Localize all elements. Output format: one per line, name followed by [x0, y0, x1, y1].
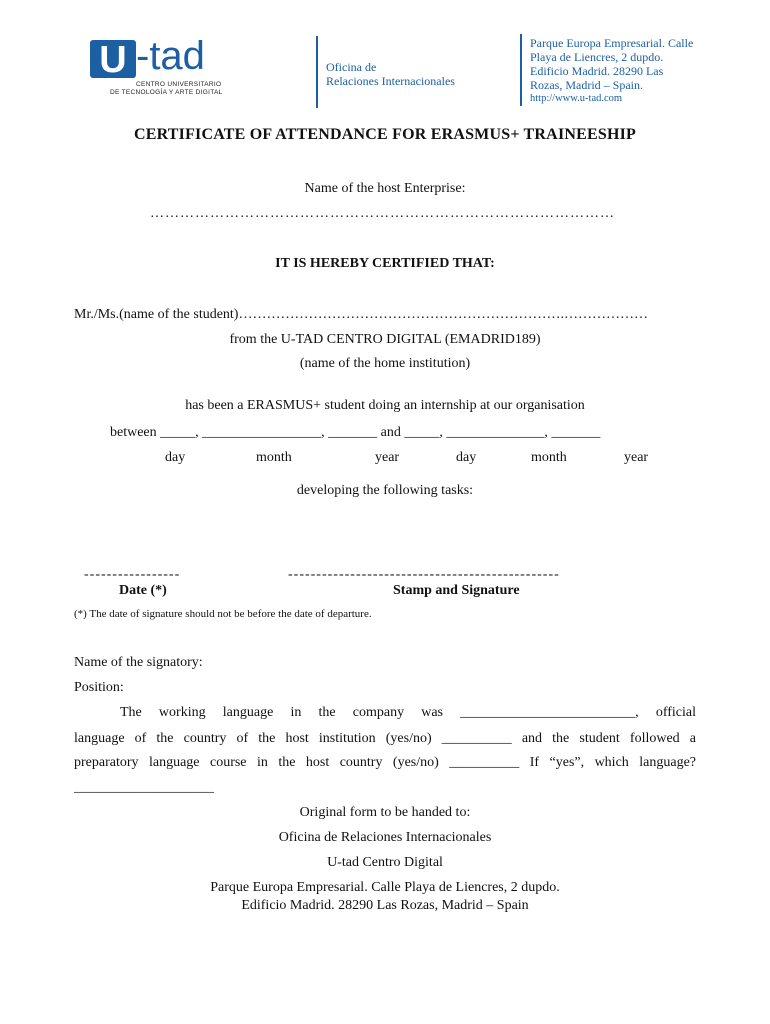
u-tad-logo: [90, 34, 230, 98]
date-label-month-2: month: [531, 450, 567, 465]
certified-heading: IT IS HEREBY CERTIFIED THAT:: [275, 256, 495, 271]
home-institution-note: (name of the home institution): [299, 356, 471, 371]
header-address: [530, 36, 720, 106]
host-enterprise-field[interactable]: …………………………………………………………………………………: [150, 206, 615, 221]
header-url[interactable]: http://www.u-tad.com: [530, 93, 623, 104]
header-divider-1: [316, 36, 318, 108]
handed-to-office: Oficina de Relaciones Internacionales: [278, 830, 492, 845]
logo-u-box: [90, 39, 136, 81]
language-answer-field[interactable]: ____________________: [74, 780, 214, 795]
language-line-3: preparatory language course in the host country (yes/no) __________ If “yes”, which language?: [74, 755, 696, 770]
stamp-signature-line[interactable]: ------------------------------------------------: [288, 567, 560, 582]
logo-u-letter: U: [99, 39, 127, 81]
date-label-day-2: day: [456, 450, 477, 465]
language-line-2: language of the country of the host institution (yes/no) __________ and the student followed a: [74, 731, 696, 746]
handed-to-center: U-tad Centro Digital: [327, 855, 443, 870]
office-line-1: Oficina de: [326, 60, 377, 74]
logo-subtitle-2: DE TECNOLOGÍA Y ARTE DIGITAL: [110, 89, 223, 96]
student-name-field[interactable]: Mr./Ms.(name of the student)…………………………………………………………….………………: [74, 307, 648, 322]
position-label: Position:: [74, 680, 124, 695]
home-institution-line: from the U-TAD CENTRO DIGITAL (EMADRID189): [229, 332, 541, 347]
erasmus-statement: has been a ERASMUS+ student doing an internship at our organisation: [185, 398, 585, 413]
between-dates-field[interactable]: between _____, _________________, _______ and _____, ______________, _______: [110, 425, 601, 440]
date-label-year-2: year: [624, 450, 649, 465]
office-name: [326, 60, 455, 88]
header-divider-2: [520, 34, 522, 106]
handed-to-address-2: Edificio Madrid. 28290 Las Rozas, Madrid – Spain: [241, 898, 529, 913]
date-label-year-1: year: [375, 450, 400, 465]
date-label-day-1: day: [165, 450, 186, 465]
certificate-title: CERTIFICATE OF ATTENDANCE FOR ERASMUS+ TRAINEESHIP: [133, 126, 637, 143]
handed-to-address-1: Parque Europa Empresarial. Calle Playa de Liencres, 2 dupdo.: [210, 880, 560, 895]
address-line-4: Rozas, Madrid – Spain.: [530, 78, 643, 92]
address-line-1: Parque Europa Empresarial. Calle: [530, 36, 694, 50]
date-label-month-1: month: [256, 450, 292, 465]
stamp-signature-label: Stamp and Signature: [393, 583, 520, 598]
logo-tad-text: -tad: [136, 34, 205, 78]
address-line-2: Playa de Liencres, 2 dupdo.: [530, 50, 664, 64]
office-line-2: Relaciones Internacionales: [326, 74, 455, 88]
tasks-label: developing the following tasks:: [296, 483, 474, 498]
address-line-3: Edificio Madrid. 28290 Las: [530, 64, 664, 78]
host-enterprise-label: Name of the host Enterprise:: [304, 181, 466, 196]
logo-subtitle-1: CENTRO UNIVERSITARIO: [136, 81, 222, 88]
handed-to-label: Original form to be handed to:: [299, 805, 471, 820]
date-label: Date (*): [119, 583, 167, 598]
date-signature-line[interactable]: -----------------: [84, 567, 181, 582]
signatory-name-label: Name of the signatory:: [74, 655, 203, 670]
language-line-1: The working language in the company was _________________________, official: [120, 705, 696, 720]
signature-footnote: (*) The date of signature should not be before the date of departure.: [74, 608, 372, 620]
